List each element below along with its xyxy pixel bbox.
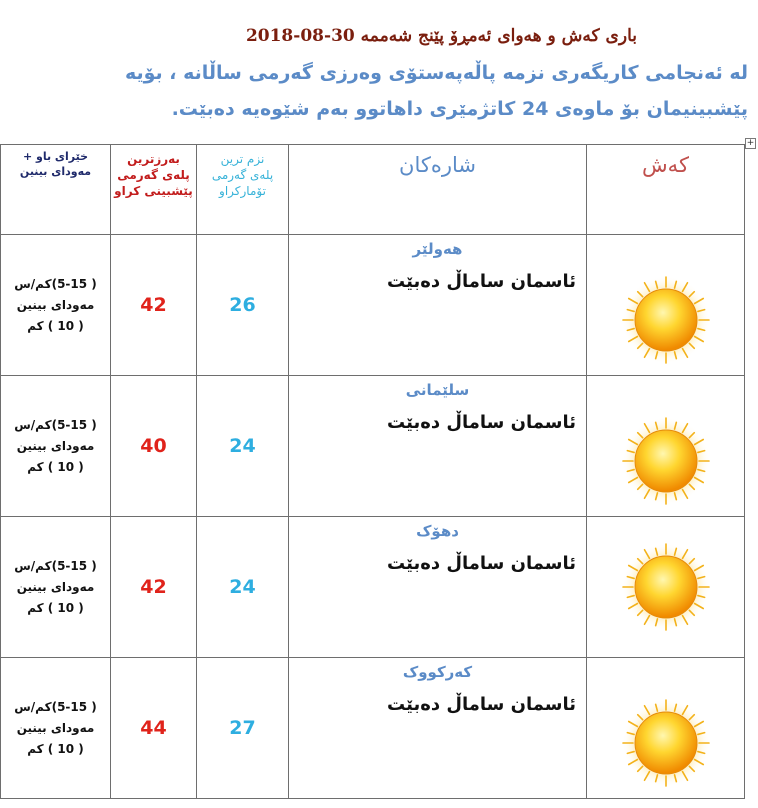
- city-name: کەرکووک: [402, 663, 473, 681]
- min-temp-cell: [197, 376, 289, 517]
- sky-icon-cell: [587, 658, 745, 799]
- sky-condition: ئاسمان ساماڵ دەبێت: [387, 271, 576, 292]
- cities-header: شارەکان: [399, 153, 476, 177]
- wind-header: خێرای باو + مەودای بینین: [19, 150, 92, 178]
- max-temp-value: 40: [140, 435, 167, 457]
- wind-cell: [1, 517, 111, 658]
- min-temp-value: 27: [229, 717, 256, 739]
- wind-visibility: ( 5-15)کم/س مەودای بینین ( 10 ) کم: [14, 558, 97, 615]
- sky-condition: ئاسمان ساماڵ دەبێت: [387, 553, 576, 574]
- city-cell: [289, 658, 587, 799]
- min-temp-value: 24: [229, 435, 256, 457]
- city-name: هەولێر: [412, 240, 463, 258]
- city-name: دهۆک: [416, 522, 459, 540]
- sun-icon: [621, 275, 711, 365]
- city-name: سلێمانی: [405, 381, 470, 399]
- table-row: [1, 658, 745, 799]
- min-temp-cell: [197, 235, 289, 376]
- wind-visibility: ( 5-15)کم/س مەودای بینین ( 10 ) کم: [14, 276, 97, 333]
- wind-visibility: ( 5-15)کم/س مەودای بینین ( 10 ) کم: [14, 699, 97, 756]
- wind-visibility: ( 5-15)کم/س مەودای بینین ( 10 ) کم: [14, 417, 97, 474]
- city-cell: [289, 376, 587, 517]
- sky-condition: ئاسمان ساماڵ دەبێت: [387, 412, 576, 433]
- max-temp-cell: [111, 376, 197, 517]
- sky-header: کەش: [642, 153, 689, 177]
- cities-header-cell: [289, 145, 587, 235]
- min-temp-value: 24: [229, 576, 256, 598]
- min-temp-header-cell: [197, 145, 289, 235]
- min-temp-cell: [197, 658, 289, 799]
- max-temp-value: 42: [140, 576, 167, 598]
- city-cell: [289, 517, 587, 658]
- sky-icon-cell: [587, 517, 745, 658]
- sky-icon-cell: [587, 376, 745, 517]
- max-temp-cell: [111, 517, 197, 658]
- sun-icon: [621, 698, 711, 788]
- min-temp-cell: [197, 517, 289, 658]
- sun-icon: [621, 416, 711, 506]
- city-cell: [289, 235, 587, 376]
- table-header-row: [1, 145, 745, 235]
- max-temp-header: بەرزترین پلەی گەرمی پێشبینی کراو: [114, 152, 193, 198]
- intro-line-2: پێشبینیمان بۆ ماوەی 24 کاتژمێری داهاتوو بەم شێوەیە دەبێت.: [171, 98, 748, 120]
- wind-header-cell: [1, 145, 111, 235]
- report-title: باری کەش و هەوای ئەمڕۆ پێنج شەممە 30-08-2018: [245, 26, 637, 46]
- min-temp-header: نزم ترین پلەی گەرمی تۆمارکراو: [211, 152, 274, 198]
- wind-cell: [1, 376, 111, 517]
- weather-table: [0, 144, 745, 799]
- sky-header-cell: [587, 145, 745, 235]
- intro-line-1: لە ئەنجامی کاریگەری نزمە پاڵەپەستۆی وەرزی گەرمی ساڵانە ، بۆیە: [124, 62, 748, 84]
- table-row: [1, 517, 745, 658]
- wind-cell: [1, 658, 111, 799]
- max-temp-value: 44: [140, 717, 167, 739]
- min-temp-value: 26: [229, 294, 256, 316]
- sun-icon: [621, 542, 711, 632]
- table-row: [1, 235, 745, 376]
- max-temp-cell: [111, 235, 197, 376]
- max-temp-header-cell: [111, 145, 197, 235]
- table-expand-handle[interactable]: +: [746, 138, 755, 148]
- max-temp-value: 42: [140, 294, 167, 316]
- sky-icon-cell: [587, 235, 745, 376]
- table-row: [1, 376, 745, 517]
- wind-cell: [1, 235, 111, 376]
- max-temp-cell: [111, 658, 197, 799]
- sky-condition: ئاسمان ساماڵ دەبێت: [387, 694, 576, 715]
